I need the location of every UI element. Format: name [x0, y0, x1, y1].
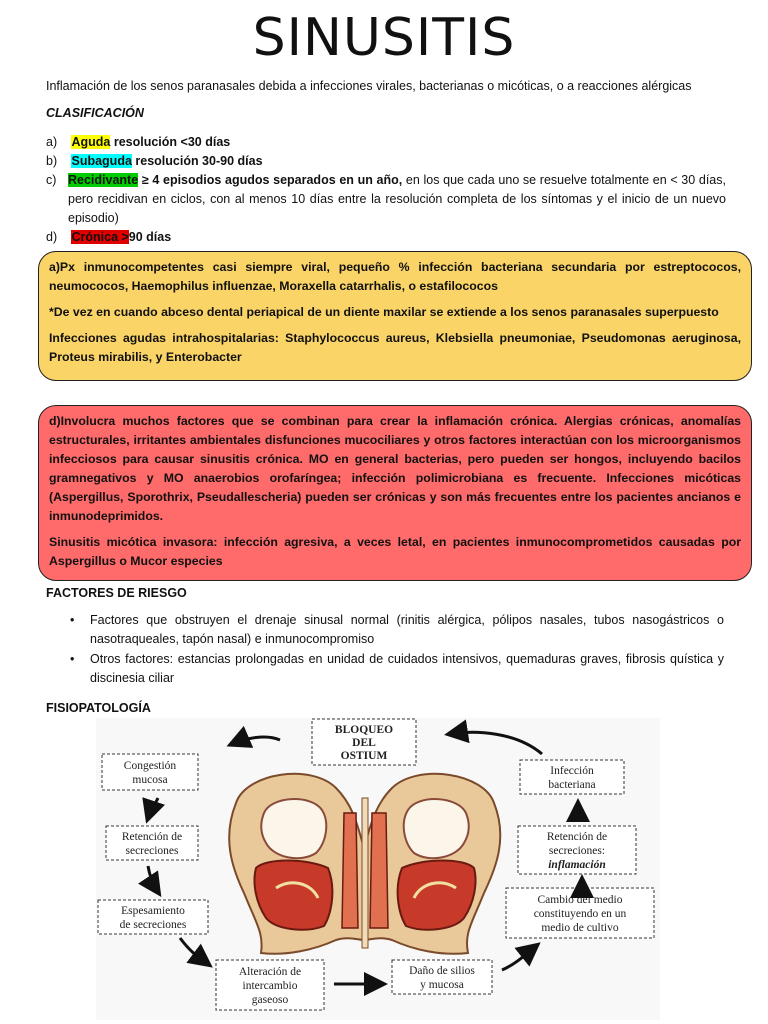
retencion-inf-line-3: inflamación	[548, 859, 606, 871]
term-subaguda: Subaguda	[71, 154, 132, 168]
infeccion-line-1: Infección	[550, 765, 594, 777]
list-item: • Otros factores: estancias prolongadas en unidad de cuidados intensivos, quemaduras graves, fibrosis quística y discinesia ciliar	[46, 650, 724, 688]
item-letter: b)	[46, 154, 58, 168]
item-text: resolución 30-90 días	[131, 154, 263, 168]
risk-heading: FACTORES DE RIESGO	[46, 586, 187, 600]
box-congestion-mucosa	[102, 754, 198, 790]
chronic-box-paragraph-1: d)Involucra muchos factores que se combinan para crear la inflamación crónica. Alergias crónicas, anomalías estructurales, irritantes ambientales disfunciones mucociliares y otros factores interactúan con los microorganismos infecciosos para causar sinusitis crónica. MO en general bacterias, pero pueden ser hongos, incluyendo bacilos gramnegativos y MO anaerobios orofaríngea; infección polimicrobiana es frecuente. Infecciones micóticas (Aspergillus, Sporothrix, Pseudallescheria) pueden ser crónicas y son más frecuentes entre los pacientes ancianos e inmunodeprimidos.	[49, 414, 741, 523]
alteracion-line-3: gaseoso	[251, 994, 289, 1006]
retencion-line-2: secreciones	[125, 845, 179, 857]
chronic-box-paragraph-2: Sinusitis micótica invasora: infección agresiva, a veces letal, en pacientes inmunocomprometidos causadas por Aspergillus o Mucor especies	[49, 535, 741, 568]
congestion-line-1: Congestión	[123, 760, 177, 772]
classification-item-c	[46, 171, 726, 228]
term-aguda: Aguda	[71, 135, 111, 149]
bloqueo-line-1: BLOQUEO	[334, 724, 394, 736]
physiopathology-diagram	[96, 718, 660, 1020]
list-item: • Factores que obstruyen el drenaje sinusal normal (rinitis alérgica, pólipos nasales, tubos nasogástricos o nasotraqueales, tapón nasal) e inmunocompromiso	[46, 611, 724, 649]
infeccion-line-2: bacteriana	[548, 779, 596, 791]
box-cambio-medio	[506, 888, 654, 938]
dano-line-2: y mucosa	[420, 979, 464, 991]
item-text: en los que cada uno se resuelve totalmente en < 30 días, pero recidivan en ciclos, con al menos 10 días entre la resolución completa de los síntomas y el inicio de un nuevo episodio)	[68, 173, 726, 225]
acute-box-paragraph-2: *De vez en cuando abceso dental periapical de un diente maxilar se extiende a los senos paranasales superpuesto	[49, 305, 719, 319]
alteracion-line-2: intercambio	[242, 980, 298, 992]
risk-factor-list	[46, 611, 724, 689]
item-text: 90 días	[128, 230, 172, 244]
box-retencion-secreciones	[106, 826, 198, 860]
bloqueo-line-3: OSTIUM	[340, 750, 388, 762]
item-letter: d)	[46, 230, 58, 244]
box-retencion-inflamacion	[518, 826, 636, 874]
acute-info-box	[38, 251, 752, 381]
congestion-line-2: mucosa	[132, 774, 168, 786]
cambio-line-2: constituyendo en un	[533, 908, 627, 920]
bloqueo-line-2: DEL	[352, 737, 376, 749]
sinus-anatomy-illustration	[229, 774, 500, 954]
retencion-inf-line-1: Retención de	[546, 831, 608, 843]
term-cronica: Crónica >	[71, 230, 129, 244]
alteracion-line-1: Alteración de	[238, 966, 302, 978]
classification-heading: CLASIFICACIÓN	[46, 106, 144, 120]
intro-text: Inflamación de los senos paranasales debida a infecciones virales, bacterianas o micóticas, o a reacciones alérgicas	[46, 79, 692, 93]
espesamiento-line-2: de secreciones	[119, 919, 187, 931]
box-bloqueo-ostium	[312, 719, 416, 765]
box-dano-silios	[392, 960, 492, 994]
acute-box-paragraph-3: Infecciones agudas intrahospitalarias: Staphylococcus aureus, Klebsiella pneumoniae, Pseudomonas aeruginosa, Proteus mirabilis, y Enterobacter	[49, 331, 741, 364]
item-bold-text: ≥ 4 episodios agudos separados en un año,	[138, 173, 403, 187]
chronic-info-box	[38, 405, 752, 581]
cambio-line-1: Cambio del medio	[537, 894, 623, 906]
dano-line-1: Daño de silios	[409, 965, 475, 977]
retencion-inf-line-2: secreciones:	[548, 845, 606, 857]
box-espesamiento	[98, 900, 208, 934]
cambio-line-3: medio de cultivo	[541, 922, 619, 934]
retencion-line-1: Retención de	[121, 831, 183, 843]
box-alteracion-intercambio	[216, 960, 324, 1010]
acute-box-paragraph-1: a)Px inmunocompetentes casi siempre viral, pequeño % infección bacteriana secundaria por estreptococos, neumococos, Haemophilus influenzae, Moraxella catarrhalis, o estafilococos	[49, 260, 741, 293]
classification-item-b	[46, 152, 746, 171]
classification-item-a	[46, 133, 746, 152]
espesamiento-line-1: Espesamiento	[121, 905, 185, 917]
box-infeccion-bacteriana	[520, 760, 624, 794]
term-recidivante: Recidivante	[68, 173, 139, 187]
item-letter: c)	[46, 173, 57, 187]
item-letter: a)	[46, 135, 58, 149]
page-title: SINUSITIS	[252, 8, 516, 68]
physiopathology-heading: FISIOPATOLOGÍA	[46, 701, 151, 715]
classification-item-d	[46, 228, 746, 247]
item-text: resolución <30 días	[110, 135, 231, 149]
